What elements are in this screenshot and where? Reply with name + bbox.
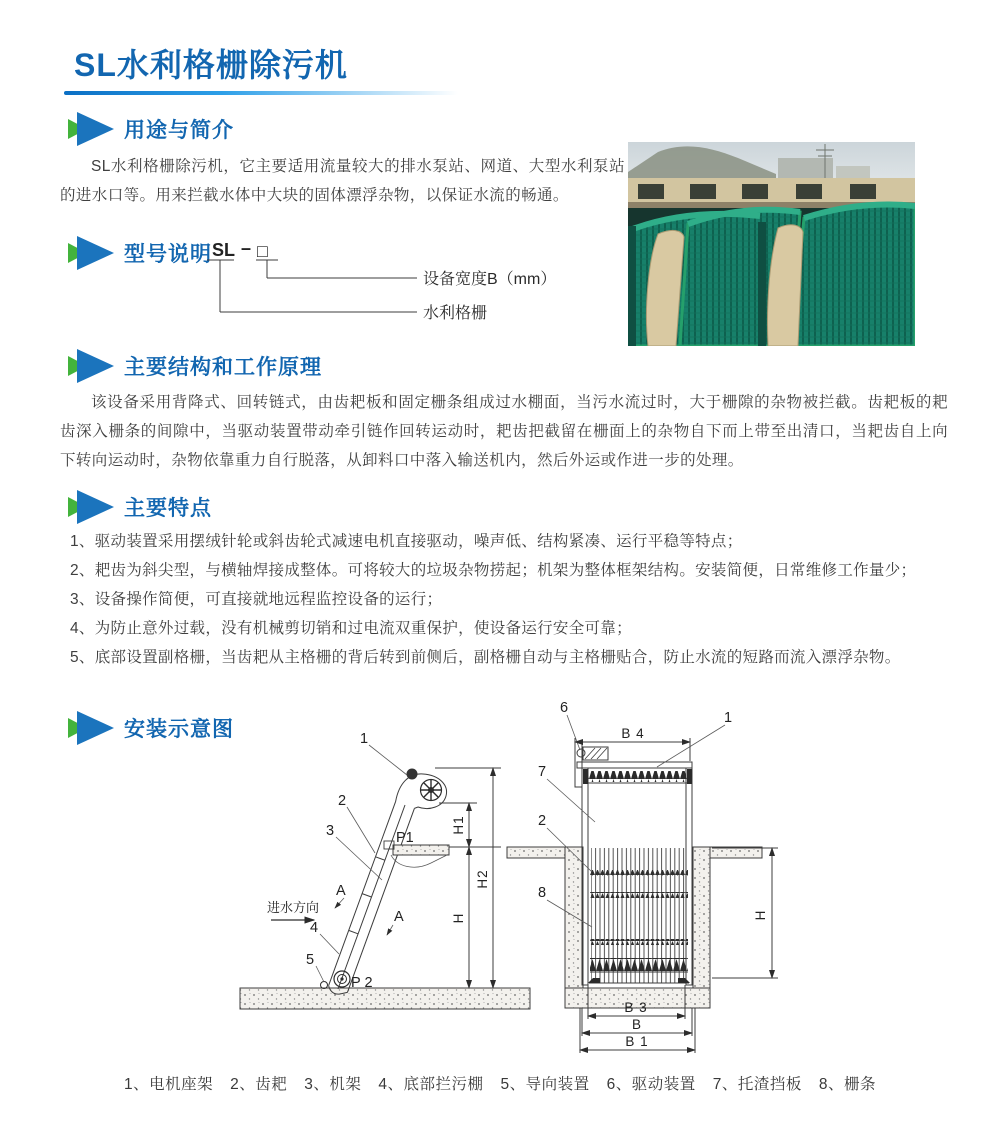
- title-underline: [64, 91, 458, 95]
- front-label-6: 6: [560, 700, 569, 716]
- feature-item: 5、底部设置副格栅，当齿耙从主格栅的背后转到前侧后，副格栅自动与主格栅贴合，防止水流的短路而流入漂浮杂物。: [70, 649, 901, 666]
- side-label-a1: A: [336, 883, 346, 899]
- dim-h2: H2: [475, 869, 490, 889]
- side-section-arrow-a1: [335, 898, 344, 908]
- side-label-4: 4: [310, 920, 319, 936]
- side-top-sprocket: [407, 769, 418, 780]
- front-label-2: 2: [538, 813, 547, 829]
- side-label-p1: P1: [396, 830, 414, 846]
- section-title-features: 主要特点: [124, 497, 212, 520]
- installation-diagram: [225, 695, 800, 1070]
- front-teeth-endplate: [687, 769, 692, 784]
- side-leader-lines: [316, 745, 407, 982]
- feature-item: 2、耙齿为斜尖型，与横轴焊接成整体。可将较大的垃圾杂物捞起；机架为整体框架结构。安装简便，日常维修工作量少；: [70, 562, 917, 579]
- model-code-prefix: SL: [212, 240, 236, 260]
- section-heading-install: [68, 711, 234, 745]
- front-label-1: 1: [724, 710, 733, 726]
- section-heading-model: [68, 236, 212, 270]
- front-foot: [678, 978, 690, 983]
- front-label-8: 8: [538, 885, 547, 901]
- legend-item: 7、托渣挡板: [712, 1076, 802, 1093]
- front-rake-row: [590, 939, 688, 945]
- dim-b3: B 3: [624, 1000, 648, 1015]
- legend-item: 6、驱动装置: [606, 1076, 696, 1093]
- section-arrow-icon: [68, 711, 114, 745]
- side-dimensions: [435, 768, 501, 988]
- legend-item: 4、底部拦污棚: [378, 1076, 484, 1093]
- side-label-5: 5: [306, 952, 315, 968]
- page-title: SL水利格栅除污机: [74, 47, 348, 83]
- legend-item: 5、导向装置: [500, 1076, 590, 1093]
- legend-item: 2、齿耙: [230, 1076, 288, 1093]
- side-drive-sprocket: [421, 780, 442, 801]
- section-arrow-icon: [68, 236, 114, 270]
- side-label-1: 1: [360, 731, 369, 747]
- side-ground: [240, 988, 530, 1009]
- dim-h-front: H: [753, 909, 768, 921]
- legend-item: 3、机架: [304, 1076, 362, 1093]
- section-heading-intro: [68, 112, 234, 146]
- section-title-structure: 主要结构和工作原理: [124, 356, 322, 379]
- section-arrow-icon: [68, 112, 114, 146]
- dim-b1: B 1: [625, 1034, 649, 1049]
- section-arrow-icon: [68, 490, 114, 524]
- feature-item: 4、为防止意外过载，没有机械剪切销和过电流双重保护，使设备运行安全可靠；: [70, 620, 632, 637]
- feature-item: 1、驱动装置采用摆绒针轮或斜齿轮式减速电机直接驱动，噪声低、结构紧凑、运行平稳等特点；: [70, 533, 743, 550]
- model-label-width: 设备宽度B（mm）: [423, 271, 557, 288]
- model-code-dash: –: [241, 238, 252, 258]
- side-machine-body: [329, 774, 447, 994]
- dim-h1: H1: [451, 815, 466, 835]
- front-label-7: 7: [538, 764, 547, 780]
- front-rake-teeth-top: [587, 771, 688, 782]
- structure-paragraph: 该设备采用背降式、回转链式，由齿耙板和固定栅条组成过水棚面，当污水流过时，大于栅隙的杂物被拦截。齿耙板的耙齿深入栅条的间隙中，当驱动装置带动牵引链作回转运动时，耙齿把截留在栅面上的杂物自下而上带至出清口，当耙齿自上向下转向运动时，杂物依靠重力自行脱落，从卸料口中落入输送机内，然后外运或作进一步的处理。: [60, 394, 948, 469]
- feature-item: 3、设备操作简便，可直接就地远程监控设备的运行；: [70, 591, 443, 608]
- side-section-arrow-a2: [387, 925, 393, 935]
- side-label-2: 2: [338, 793, 347, 809]
- side-label-p2: P 2: [351, 975, 373, 991]
- side-platform: [393, 845, 449, 855]
- section-title-intro: 用途与简介: [124, 119, 234, 142]
- section-arrow-icon: [68, 349, 114, 383]
- dim-h: H: [451, 912, 466, 924]
- side-label-a2: A: [394, 909, 404, 925]
- front-rake-row: [590, 870, 688, 876]
- front-teeth-endplate: [583, 769, 588, 784]
- side-platform-gusset: [391, 855, 447, 867]
- side-label-3: 3: [326, 823, 335, 839]
- section-heading-structure: [68, 349, 322, 383]
- front-bottom-rake: [590, 958, 688, 972]
- model-code-box: □: [257, 241, 268, 261]
- side-view: [240, 731, 530, 1009]
- section-heading-features: [68, 490, 212, 524]
- dim-b4: B 4: [621, 726, 645, 741]
- flow-direction-label: 进水方向: [267, 900, 320, 915]
- front-foot: [588, 978, 600, 983]
- model-connector-lines: [207, 260, 417, 312]
- dim-b: B: [631, 1017, 643, 1032]
- intro-paragraph: SL水利格栅除污机，它主要适用流量较大的排水泵站、网道、大型水利泵站的进水口等。用来拦截水体中大块的固体漂浮杂物，以保证水流的畅通。: [60, 158, 625, 204]
- front-dim-h: [712, 848, 778, 978]
- legend-item: 1、电机座架: [124, 1076, 214, 1093]
- diagram-legend: [0, 1072, 1000, 1094]
- model-label-type: 水利格栅: [423, 305, 488, 322]
- front-view: [507, 700, 778, 1053]
- front-rake-row: [590, 892, 688, 898]
- features-list: [70, 527, 965, 672]
- side-bottom-sprocket: [321, 971, 351, 989]
- section-title-install: 安装示意图: [124, 718, 234, 741]
- model-diagram: [200, 228, 630, 328]
- legend-item: 8、栅条: [818, 1076, 876, 1093]
- photo-post: [758, 222, 766, 346]
- product-photo: [628, 142, 915, 346]
- section-title-model: 型号说明: [124, 243, 212, 266]
